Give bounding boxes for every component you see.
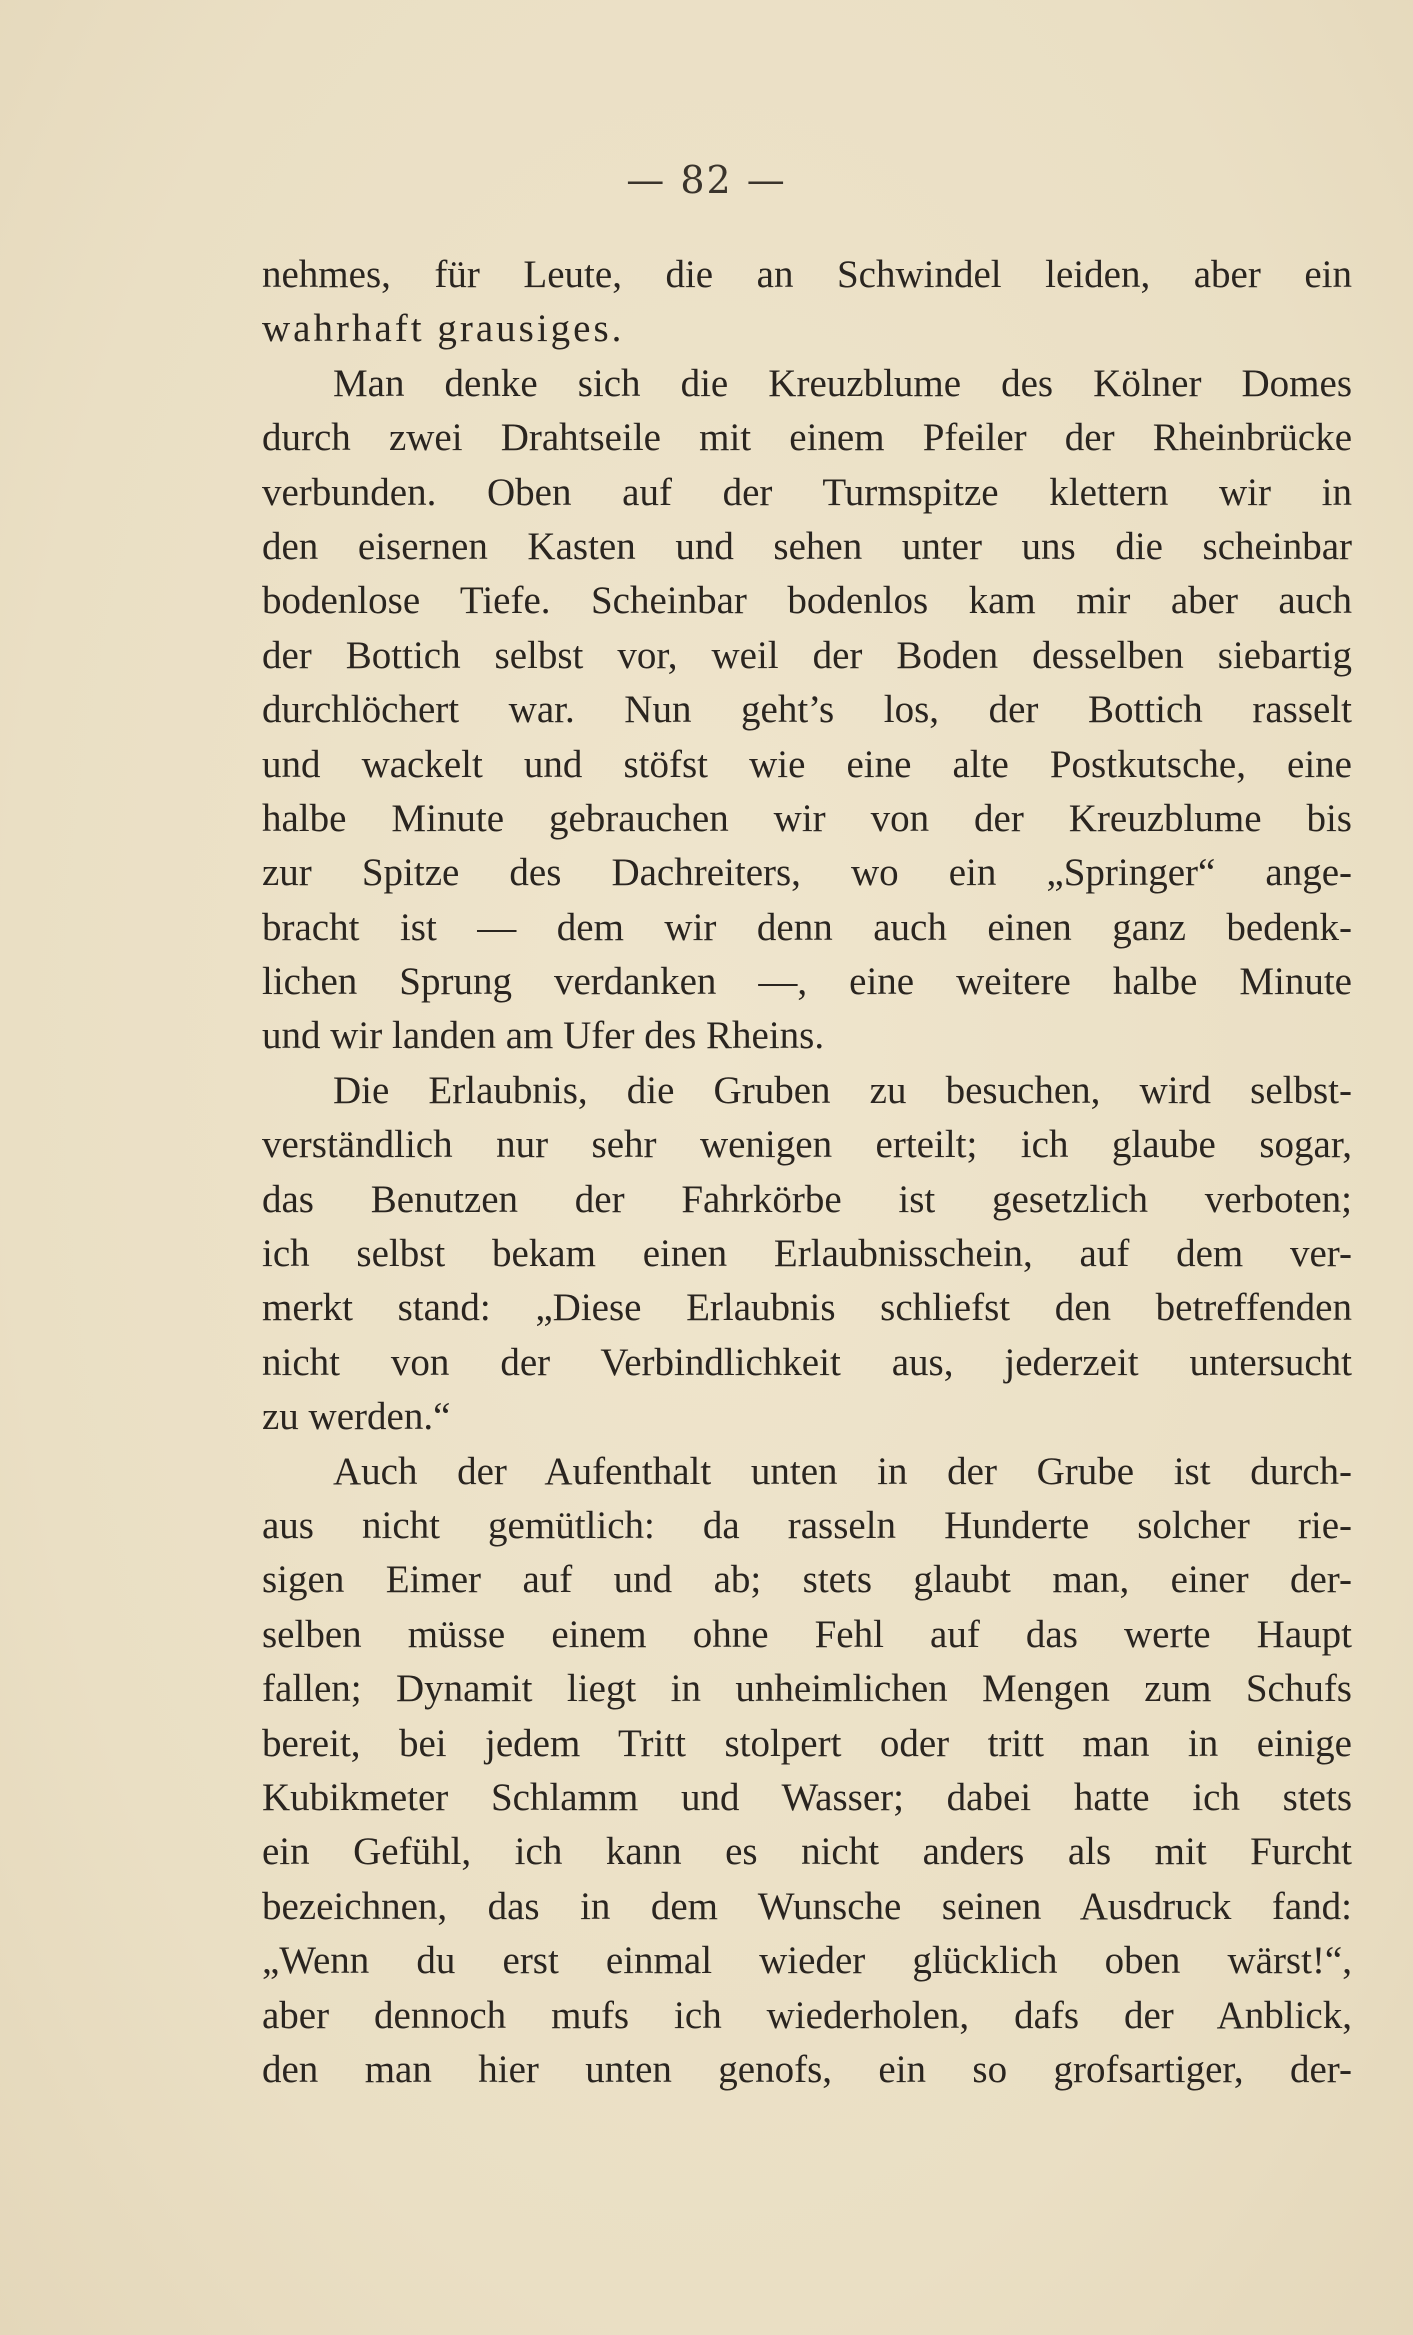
text-line: bereit, bei jedem Tritt stolpert oder tritt man in einige	[262, 1721, 1352, 1765]
text-line: nehmes, für Leute, die an Schwindel leiden, aber ein	[262, 253, 1352, 296]
text-line: ich selbst bekam einen Erlaubnisschein, auf dem ver-	[262, 1232, 1352, 1276]
text-line: den man hier unten genofs, ein so grofsartiger, der-	[262, 2047, 1352, 2091]
text-line: Auch der Aufenthalt unten in der Grube ist durch-	[333, 1449, 1352, 1493]
text-line: den eisernen Kasten und sehen unter uns die scheinbar	[262, 524, 1352, 568]
text-line: Kubikmeter Schlamm und Wasser; dabei hatte ich stets	[262, 1775, 1352, 1819]
body-text	[262, 248, 1352, 2097]
text-line: nicht von der Verbindlichkeit aus, jederzeit untersucht	[262, 1340, 1352, 1384]
text-line: merkt stand: „Diese Erlaubnis schliefst den betreffenden	[262, 1286, 1352, 1330]
text-line: der Bottich selbst vor, weil der Boden desselben siebartig	[262, 633, 1352, 677]
text-line: fallen; Dynamit liegt in unheimlichen Mengen zum Schufs	[262, 1667, 1352, 1711]
text-line: sigen Eimer auf und ab; stets glaubt man, einer der-	[262, 1558, 1352, 1602]
text-line: und wir landen am Ufer des Rheins.	[262, 1014, 825, 1058]
text-line: bezeichnen, das in dem Wunsche seinen Ausdruck fand:	[262, 1884, 1352, 1928]
text-line: bracht ist — dem wir denn auch einen ganz bedenk-	[262, 905, 1352, 949]
text-line	[262, 302, 1352, 356]
text-line: bodenlose Tiefe. Scheinbar bodenlos kam mir aber auch	[262, 579, 1352, 623]
page-number: — 82 —	[626, 158, 787, 202]
text-line: ein Gefühl, ich kann es nicht anders als mit Furcht	[262, 1830, 1352, 1874]
text-line: das Benutzen der Fahrkörbe ist gesetzlich verboten;	[262, 1177, 1352, 1221]
text-line: verständlich nur sehr wenigen erteilt; ich glaube sogar,	[262, 1123, 1352, 1167]
text-line: Die Erlaubnis, die Gruben zu besuchen, wird selbst-	[333, 1068, 1352, 1112]
text-line: aus nicht gemütlich: da rasseln Hunderte solcher rie-	[262, 1503, 1352, 1547]
text-line: und wackelt und stöfst wie eine alte Postkutsche, eine	[262, 742, 1352, 786]
text-line: durch zwei Drahtseile mit einem Pfeiler der Rheinbrücke	[262, 416, 1352, 460]
text-line: verbunden. Oben auf der Turmspitze klettern wir in	[262, 470, 1352, 514]
text-line: Man denke sich die Kreuzblume des Kölner Domes	[333, 361, 1352, 405]
text-line: durchlöchert war. Nun geht’s los, der Bottich rasselt	[262, 688, 1352, 732]
text-line: aber dennoch mufs ich wiederholen, dafs der Anblick,	[262, 1993, 1352, 2037]
text-line: zur Spitze des Dachreiters, wo ein „Springer“ ange-	[262, 851, 1352, 895]
emphasized-text: wahrhaft grausiges.	[262, 307, 625, 351]
text-line: „Wenn du erst einmal wieder glücklich oben wärst!“,	[262, 1939, 1352, 1983]
text-line: lichen Sprung verdanken —, eine weitere halbe Minute	[262, 960, 1352, 1004]
text-line: zu werden.“	[262, 1395, 451, 1439]
text-line: selben müsse einem ohne Fehl auf das werte Haupt	[262, 1612, 1352, 1656]
text-line: halbe Minute gebrauchen wir von der Kreuzblume bis	[262, 796, 1352, 840]
